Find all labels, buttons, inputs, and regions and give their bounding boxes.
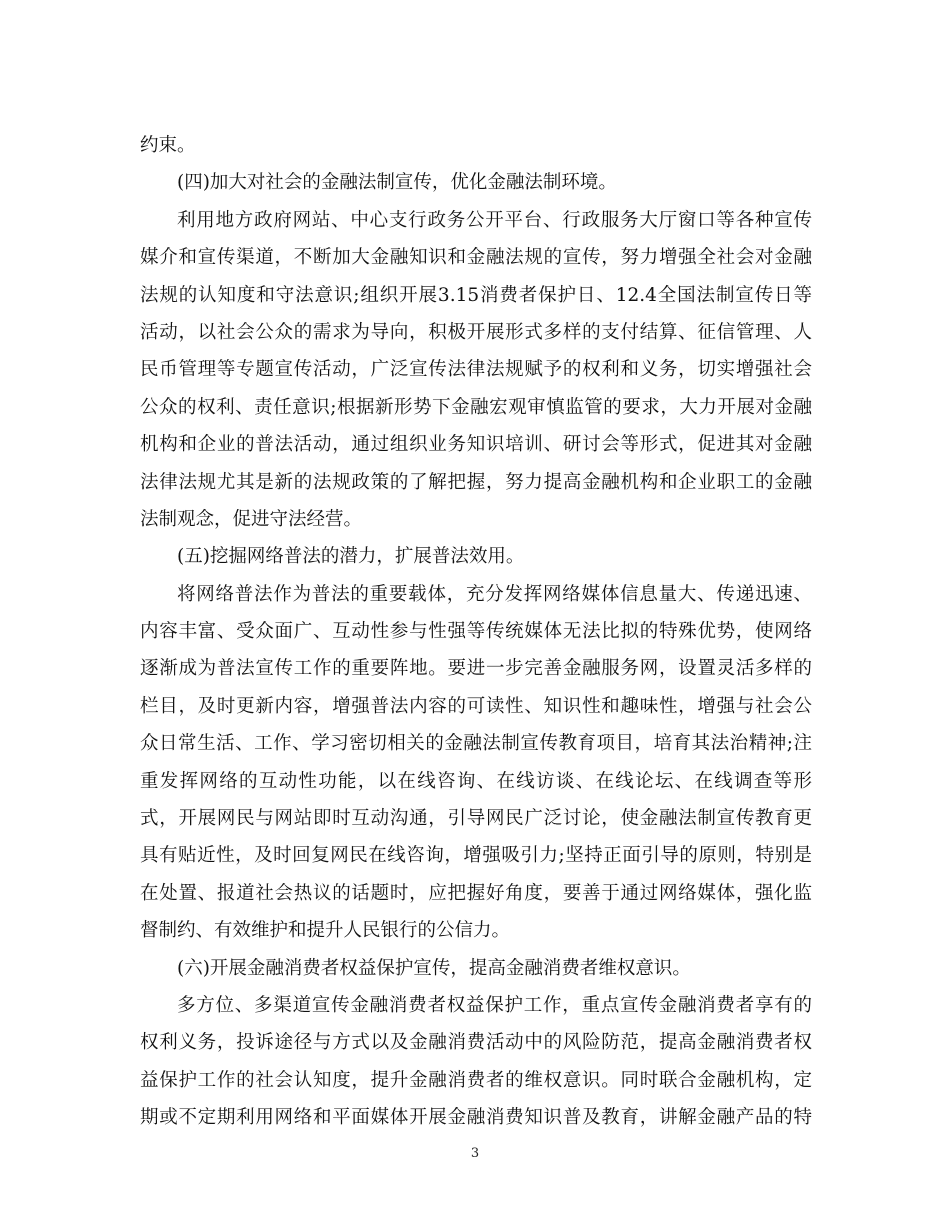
text-line: 利用地方政府网站、中心支行政务公开平台、行政服务大厅窗口等各种宣传 xyxy=(177,209,812,231)
text-line: 多方位、多渠道宣传金融消费者权益保护工作，重点宣传金融消费者享有的 xyxy=(177,994,812,1016)
document-body xyxy=(140,127,812,1137)
text-line: 众日常生活、工作、学习密切相关的金融法制宣传教育项目，培育其法治精神;注 xyxy=(140,733,812,755)
text-line: 在处置、报道社会热议的话题时，应把握好角度，要善于通过网络媒体，强化监 xyxy=(140,882,812,904)
text-line: 益保护工作的社会认知度，提升金融消费者的维权意识。同时联合金融机构，定 xyxy=(140,1069,812,1091)
text-line: 活动，以社会公众的需求为导向，积极开展形式多样的支付结算、征信管理、人 xyxy=(140,321,812,343)
text-line: (六)开展金融消费者权益保护宣传，提高金融消费者维权意识。 xyxy=(177,957,691,979)
text-line: 式，开展网民与网站即时互动沟通，引导网民广泛讨论，使金融法制宣传教育更 xyxy=(140,808,812,830)
text-line: 栏目，及时更新内容，增强普法内容的可读性、知识性和趣味性，增强与社会公 xyxy=(140,695,812,717)
text-line: 公众的权利、责任意识;根据新形势下金融宏观审慎监管的要求，大力开展对金融 xyxy=(140,396,812,418)
page-number: 3 xyxy=(470,1146,480,1161)
text-line: 机构和企业的普法活动，通过组织业务知识培训、研讨会等形式，促进其对金融 xyxy=(140,434,812,456)
text-line: 逐渐成为普法宣传工作的重要阵地。要进一步完善金融服务网，设置灵活多样的 xyxy=(140,658,812,680)
text-line: 法律法规尤其是新的法规政策的了解把握，努力提高金融机构和企业职工的金融 xyxy=(140,471,812,493)
text-line: 法制观念，促进守法经营。 xyxy=(140,508,363,530)
text-line: 法规的认知度和守法意识;组织开展3.15消费者保护日、12.4全国法制宣传日等 xyxy=(140,284,812,306)
text-line: 重发挥网络的互动性功能，以在线咨询、在线访谈、在线论坛、在线调查等形 xyxy=(140,770,812,792)
text-line: 期或不定期利用网络和平面媒体开展金融消费知识普及教育，讲解金融产品的特 xyxy=(140,1107,812,1129)
text-line: 民币管理等专题宣传活动，广泛宣传法律法规赋予的权利和义务，切实增强社会 xyxy=(140,359,812,381)
text-line: 督制约、有效维护和提升人民银行的公信力。 xyxy=(140,920,511,942)
text-line: 内容丰富、受众面广、互动性参与性强等传统媒体无法比拟的特殊优势，使网络 xyxy=(140,621,812,643)
text-line: 约束。 xyxy=(140,135,196,156)
text-line: 媒介和宣传渠道，不断加大金融知识和金融法规的宣传，努力增强全社会对金融 xyxy=(140,247,812,269)
text-line: (五)挖掘网络普法的潜力，扩展普法效用。 xyxy=(177,546,525,568)
text-line: 权利义务，投诉途径与方式以及金融消费活动中的风险防范，提高金融消费者权 xyxy=(140,1032,812,1054)
text-line: (四)加大对社会的金融法制宣传，优化金融法制环境。 xyxy=(177,172,617,194)
text-line: 具有贴近性，及时回复网民在线咨询，增强吸引力;坚持正面引导的原则，特别是 xyxy=(140,845,812,867)
text-line: 将网络普法作为普法的重要载体，充分发挥网络媒体信息量大、传递迅速、 xyxy=(177,583,812,605)
